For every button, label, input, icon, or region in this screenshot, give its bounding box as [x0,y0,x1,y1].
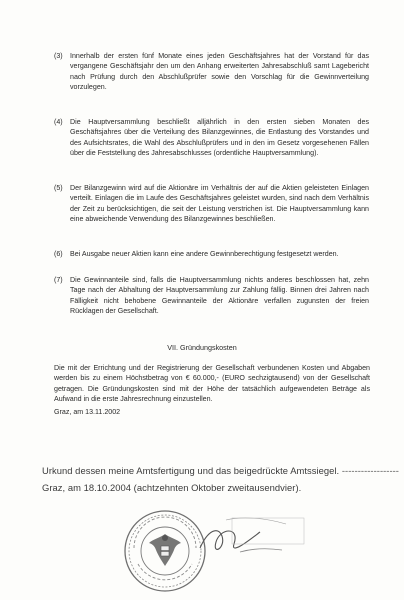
paragraph-text: Die Gewinnanteile sind, falls die Hauptversammlung nichts anderes beschlossen hat, zehn Tage nach der Abhaltung der Hauptversammlung zur Zahlung fällig. Binnen drei Jahren nach Fälligkeit nicht behobene Gewinnanteile der Aktionäre verfallen zugunsten der freien Rücklagen der Gesellschaft. [70,276,369,316]
paragraph-number: (6) [54,250,63,258]
paragraph-number: (7) [54,276,63,284]
paragraph-number: (5) [54,184,63,192]
section-heading: VII. Gründungskosten [167,343,237,352]
paragraph-number: (3) [54,52,63,60]
certification-line-1: Urkund dessen meine Amtsfertigung und das beigedrückte Amtssiegel. ------------------ [42,465,399,476]
founding-costs-text: Die mit der Errichtung und der Registrierung der Gesellschaft verbundenen Kosten und Abgaben werden bis zu einem Höchstbetrag von € 60.000,- (EURO sechzigtausend) von der Gesellschaft getragen. Die Gründungskosten sind mit der Höhe der tatsächlich aufgewendeten Beträge als Aufwand in die erste Jahresrechnung einzustellen. [54,364,370,404]
paragraph-number: (4) [54,118,63,126]
signature-icon [182,508,332,568]
filler-dashes: ------------------ [341,465,399,476]
paragraph-text: Der Bilanzgewinn wird auf die Aktionäre im Verhältnis der auf die Aktien geleisteten Einlagen verteilt. Einlagen die im Laufe des Geschäftsjahres geleistet wurden, sind nach dem Verhältnis der Zeit zu berücksichtigen, die seit der Leistung verstrichen ist. Die Hauptversammlung kann eine abweichende Verwendung des Bilanzgewinnes beschließen. [70,184,369,224]
place-date: Graz, am 13.11.2002 [54,408,121,416]
paragraph-text: Bei Ausgabe neuer Aktien kann eine andere Gewinnberechtigung festgesetzt werden. [70,250,339,258]
paragraph-text: Innerhalb der ersten fünf Monate eines jeden Geschäftsjahres hat der Vorstand für das vergangene Geschäftsjahr den um den Anhang erweiterten Jahresabschluß samt Lagebericht nach Prüfung durch den Abschlußprüfer sowie den Vorschlag für die Gewinnverteilung vorzulegen. [70,52,369,92]
certification-line-2: Graz, am 18.10.2004 (achtzehnten Oktober zweitausendvier). [42,482,302,493]
paragraph-text: Die Hauptversammlung beschließt alljährlich in den ersten sieben Monaten des Geschäftsjahres über die Verteilung des Bilanzgewinnes, die Entlastung des Vorstandes und des Aufsichtsrates, die Wahl des Abschlußprüfers und in den im Gesetz vorgesehenen Fällen über die Feststellung des Jahresabschlusses (ordentliche Hauptversammlung). [70,118,369,158]
paragraph-5 [54,183,369,225]
paragraph-7 [54,275,369,317]
paragraph-4 [54,117,369,159]
paragraph-6 [54,249,369,259]
paragraph-3 [54,51,369,93]
